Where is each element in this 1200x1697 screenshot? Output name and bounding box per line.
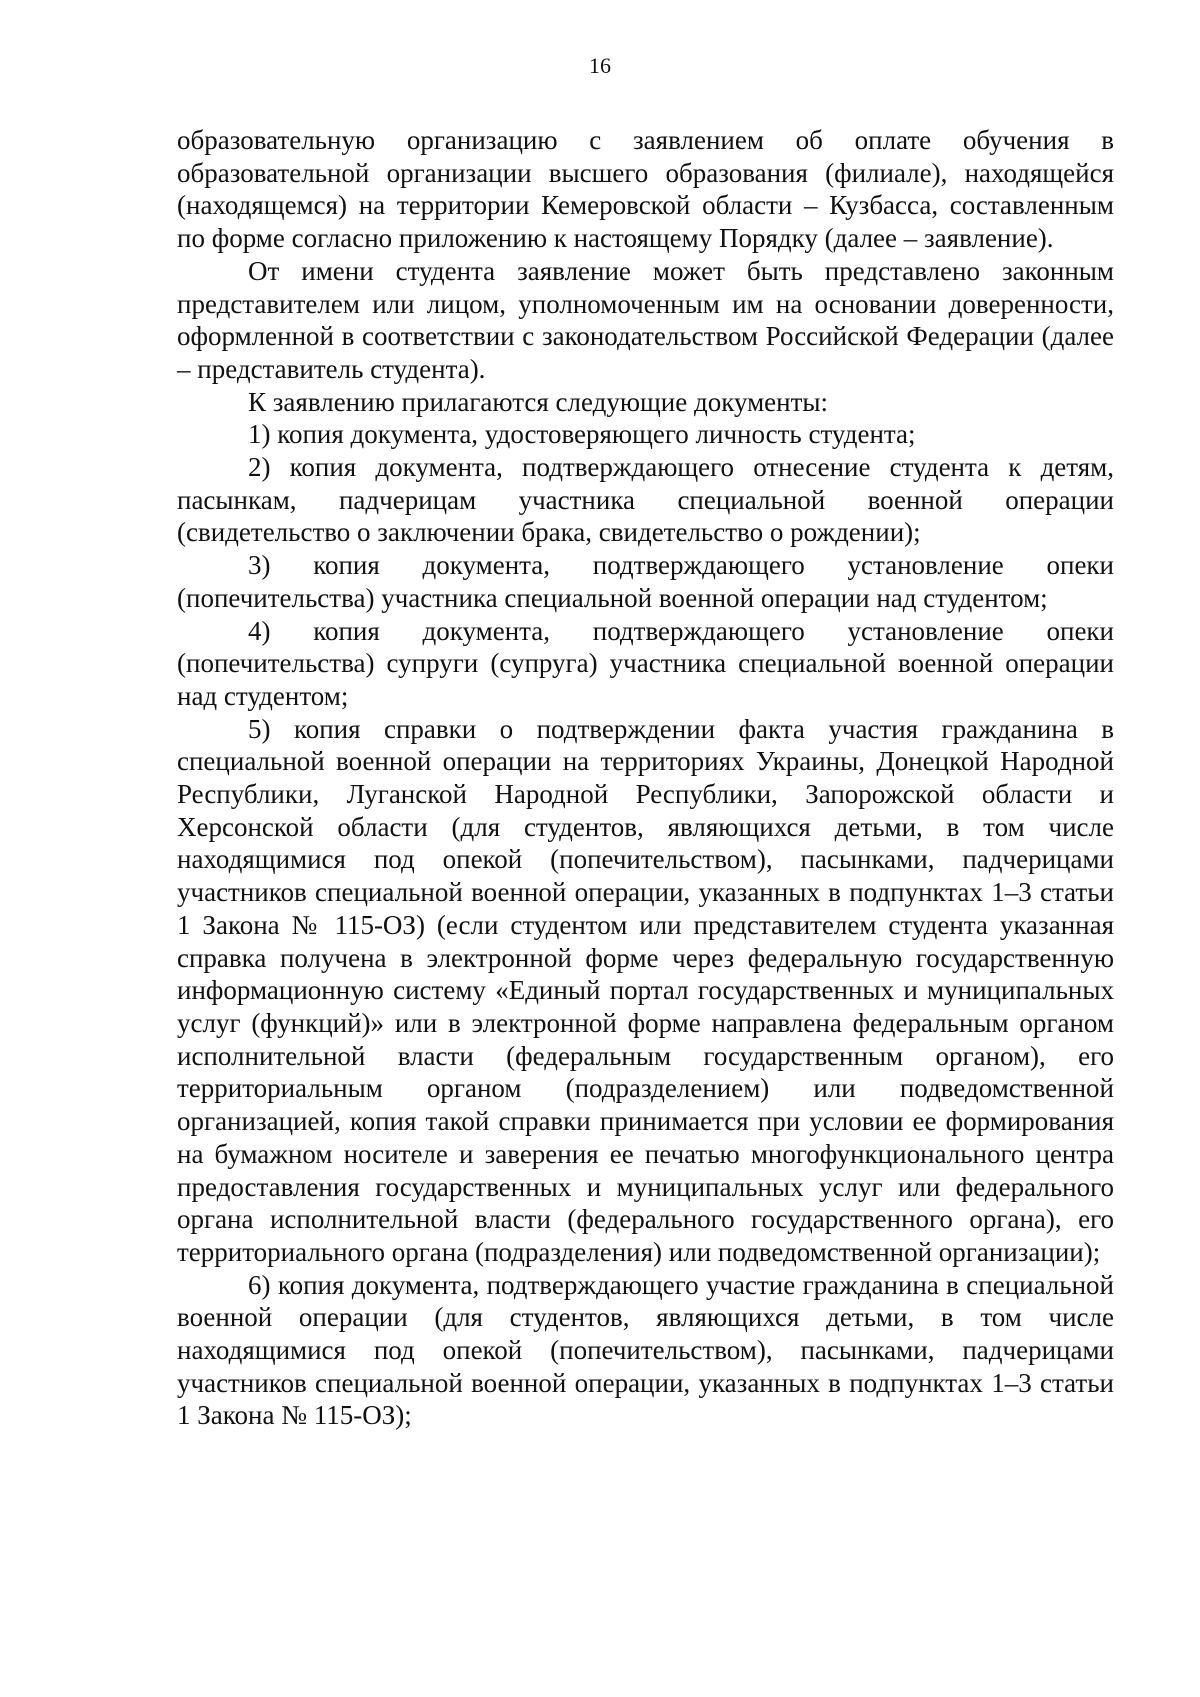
list-item-1: 1) копия документа, удостоверяющего личность студента; <box>248 419 916 450</box>
paragraph-documents-intro: К заявлению прилагаются следующие документы: <box>248 386 829 417</box>
list-item-5: 5) копия справки о подтверждении факта участия гражданина в специальной военной операции на территориях Украины, Донецкой Народной Республики, Луганской Народной Республики, Запорожской области и Херсонской области (для студентов, являющихся детьми, в том числе находящимися под опекой (попечительством), пасынками, падчерицами участников специальной военной операции, указанных в подпунктах 1–3 статьи 1 Закона № 115-ОЗ) (если студентом или представителем студента указанная справка получена в электронной форме через федеральную государственную информационную систему «Единый портал государственных и муниципальных услуг (функций)» или в электронной форме направлена федеральным органом исполнительной власти (федеральным государственным органом), его территориальным органом (подразделением) или подведомственной организацией, копия такой справки принимается при условии ее формирования на бумажном носителе и заверения ее печатью многофункционального центра предоставления государственных и муниципальных услуг или федерального органа исполнительной власти (федерального государственного органа), его территориального органа (подразделения) или подведомственной организации); <box>177 713 1114 1267</box>
page-number: 16 <box>589 53 611 78</box>
list-item-2: 2) копия документа, подтверждающего отнесение студента к детям, пасынкам, падчерицам участника специальной военной операции (свидетельство о заключении брака, свидетельство о рождении); <box>177 452 1114 548</box>
paragraph-continuation: образовательную организацию с заявлением об оплате обучения в образовательной организации высшего образования (филиале), находящейся (находящемся) на территории Кемеровской области – Кузбасса, составленным по форме согласно приложению к настоящему Порядку (далее – заявление). <box>177 125 1114 254</box>
list-item-4: 4) копия документа, подтверждающего установление опеки (попечительства) супруги (супруга) участника специальной военной операции над студентом; <box>177 615 1114 711</box>
list-item-6: 6) копия документа, подтверждающего участие гражданина в специальной военной операции (для студентов, являющихся детьми, в том числе находящимися под опекой (попечительством), пасынками, падчерицами участников специальной военной операции, указанных в подпунктах 1–3 статьи 1 Закона № 115-ОЗ); <box>177 1269 1114 1431</box>
list-item-3: 3) копия документа, подтверждающего установление опеки (попечительства) участника специальной военной операции над студентом; <box>177 550 1114 613</box>
document-body <box>177 124 1114 1432</box>
paragraph-representative: От имени студента заявление может быть представлено законным представителем или лицом, уполномоченным им на основании доверенности, оформленной в соответствии с законодательством Российской Федерации (далее – представитель студента). <box>177 255 1114 384</box>
